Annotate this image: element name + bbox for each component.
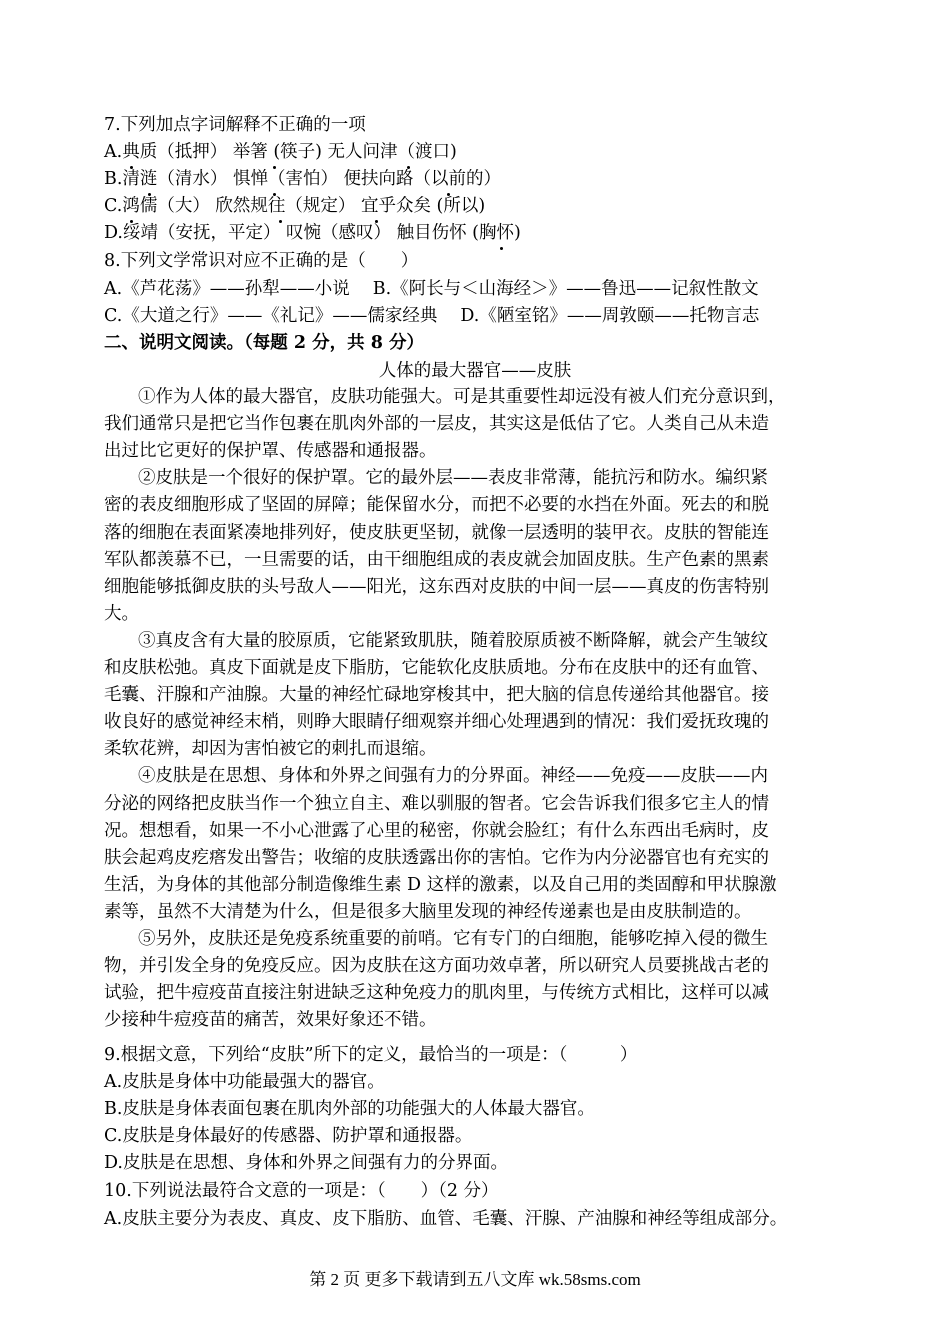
article-line: 肤会起鸡皮疙瘩发出警告；收缩的皮肤透露出你的害怕。它作为内分泌器官也有充实的 [104, 847, 769, 868]
emphasis-dot [148, 193, 151, 196]
emphasis-dot [130, 166, 133, 169]
article-line: 试验，把牛痘疫苗直接注射进缺乏这种免疫力的肌肉里，与传统方式相比，这样可以减 [104, 983, 769, 1004]
q7-option-d: D.绥靖（安抚，平定） 叹惋（感叹） 触目伤怀 (胸怀) [104, 223, 521, 243]
article-line: 细胞能够抵御皮肤的头号敌人——阳光，这东西对皮肤的中间一层——真皮的伤害特别 [104, 576, 769, 597]
article-line: 柔软花辨，却因为害怕被它的刺扎而退缩。 [104, 739, 437, 760]
article-line: 况。想想看，如果一不小心泄露了心里的秘密，你就会脸红；有什么东西出毛病时，皮 [104, 820, 769, 841]
q9-option-c: C.皮肤是身体最好的传感器、防护罩和通报器。 [104, 1126, 473, 1146]
article-line: ④皮肤是在思想、身体和外界之间强有力的分界面。神经——免疫——皮肤——内 [138, 766, 768, 787]
emphasis-dot [279, 220, 282, 223]
article-line: 分泌的网络把皮肤当作一个独立自主、难以驯服的智者。它会告诉我们很多它主人的情 [104, 793, 769, 814]
article-line: ③真皮含有大量的胶原质，它能紧致肌肤，随着胶原质被不断降解，就会产生皱纹 [138, 630, 768, 651]
emphasis-dot [130, 220, 133, 223]
q9-option-a: A.皮肤是身体中功能最强大的器官。 [104, 1072, 385, 1092]
article-line: 物，并引发全身的免疫反应。因为皮肤在这方面功效卓著，所以研究人员要挑战古老的 [104, 956, 769, 977]
article-line: 我们通常只是把它当作包裹在肌肉外部的一层皮，其实这是低估了它。人类自己从未造 [104, 414, 769, 435]
q8-options-row1: A.《芦花荡》——孙犁——小说 B.《阿长与＜山海经＞》——鲁迅——记叙性散文 [104, 279, 759, 299]
q10-option-a: A.皮肤主要分为表皮、真皮、皮下脂肪、血管、毛囊、汗腺、产油腺和神经等组成部分。 [104, 1209, 788, 1229]
q7-option-b: B.清涟（清水） 惧惮（害怕） 便扶向路（以前的） [104, 169, 502, 189]
q7-option-c: C.鸿儒（大） 欣然规往（规定） 宜乎众矣 (所以) [104, 196, 486, 216]
article-line: 毛囊、汗腺和产油腺。大量的神经忙碌地穿梭其中，把大脑的信息传递给其他器官。接 [104, 685, 769, 706]
article-line: 出过比它更好的保护罩、传感器和通报器。 [104, 441, 437, 462]
page-footer: 第 2 页 更多下载请到五八文库 wk.58sms.com [309, 1270, 641, 1289]
article-line: ①作为人体的最大器官，皮肤功能强大。可是其重要性却远没有被人们充分意识到， [138, 387, 786, 407]
q9-option-d: D.皮肤是在思想、身体和外界之间强有力的分界面。 [104, 1153, 508, 1173]
article-line: 密的表皮细胞形成了坚固的屏障；能保留水分，而把不必要的水挡在外面。死去的和脱 [104, 495, 769, 516]
emphasis-dot [407, 166, 410, 169]
article-line: 大。 [104, 603, 139, 624]
article-line: ⑤另外，皮肤还是免疫系统重要的前哨。它有专门的白细胞，能够吃掉入侵的微生 [138, 929, 768, 949]
article-line: 收良好的感觉神经末梢，则睁大眼睛仔细观察并细心处理遇到的情况：我们爱抚玫瑰的 [104, 712, 769, 733]
q9-stem: 9.根据文意，下列给“皮肤”所下的定义，最恰当的一项是：（ ） [104, 1045, 638, 1065]
article-line: ②皮肤是一个很好的保护罩。它的最外层——表皮非常薄，能抗污和防水。编织紧 [138, 468, 768, 489]
article-line: 落的细胞在表面紧凑地排列好，使皮肤更坚韧，就像一层透明的装甲衣。皮肤的智能连 [104, 522, 769, 543]
q8-options-row2: C.《大道之行》——《礼记》——儒家经典 D.《陋室铭》——周敦颐——托物言志 [104, 306, 760, 326]
q7-option-a: A.典质（抵押） 举箸 (筷子) 无人问津（渡口) [104, 142, 457, 162]
article-line: 少接种牛痘疫苗的痛苦，效果好象还不错。 [104, 1010, 437, 1031]
q7-stem: 7.下列加点字词解释不正确的一项 [104, 115, 366, 135]
q8-stem: 8.下列文学常识对应不正确的是（ ） [104, 251, 419, 271]
q9-option-b: B.皮肤是身体表面包裹在肌肉外部的功能强大的人体最大器官。 [104, 1099, 595, 1119]
article-line: 生活，为身体的其他部分制造像维生素 D 这样的激素，以及自己用的类固醇和甲状腺激 [104, 874, 777, 895]
emphasis-dot [500, 247, 503, 250]
emphasis-dot [447, 193, 450, 196]
article-title: 人体的最大器官——皮肤 [378, 361, 572, 381]
article-line: 素等，虽然不大清楚为什么，但是很多大脑里发现的神经传递素也是由皮肤制造的。 [104, 901, 752, 922]
section2-heading: 二、说明文阅读。（每题 2 分，共 8 分） [104, 333, 424, 353]
article-line: 和皮肤松弛。真皮下面就是皮下脂肪，它能软化皮肤质地。分布在皮肤中的还有血管、 [104, 658, 769, 678]
emphasis-dot [273, 193, 276, 196]
emphasis-dot [375, 220, 378, 223]
q10-stem: 10.下列说法最符合文意的一项是：（ ）（2 分） [104, 1181, 499, 1201]
article-line: 军队都羡慕不已，一旦需要的话，由干细胞组成的表皮就会加固皮肤。生产色素的黑素 [104, 549, 769, 570]
emphasis-dot [273, 166, 276, 169]
